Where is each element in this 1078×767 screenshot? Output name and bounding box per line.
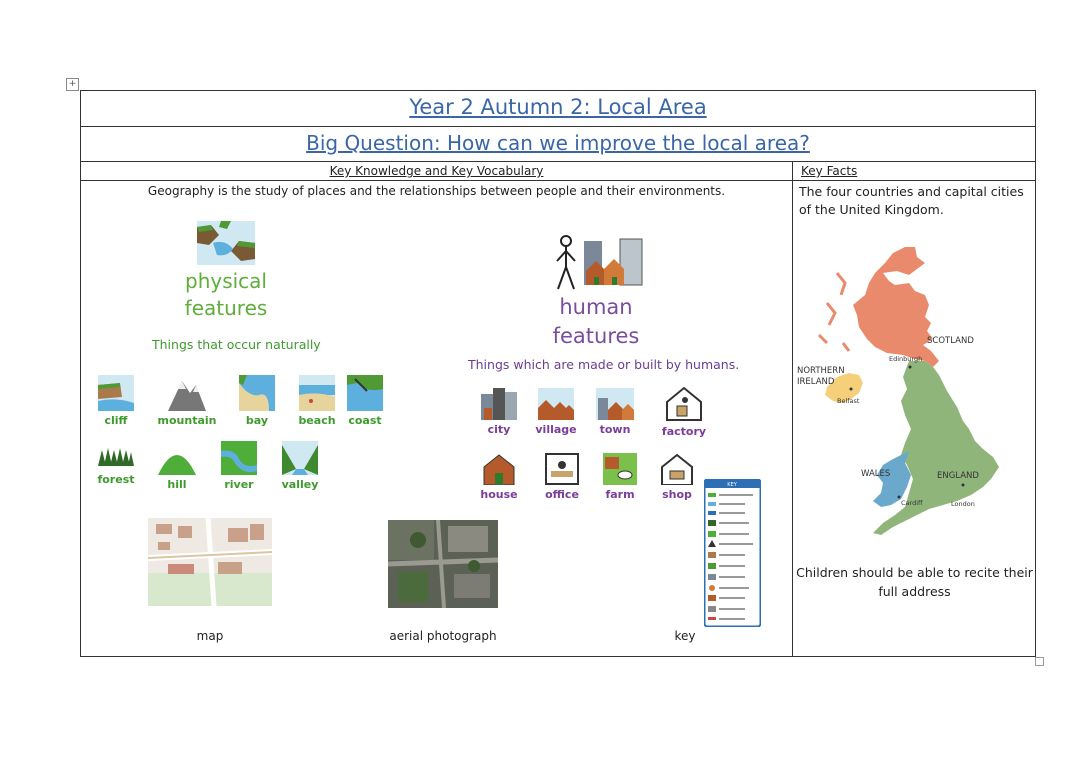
coast-label: coast xyxy=(348,414,382,427)
key-facts-cell xyxy=(793,181,1036,657)
map-caption: map xyxy=(196,629,224,643)
vocab-shop xyxy=(647,453,707,501)
belfast-label: Belfast xyxy=(837,397,860,405)
mountain-label: mountain xyxy=(157,414,217,427)
vocab-bay xyxy=(227,375,287,427)
key-facts-header: Key Facts xyxy=(793,162,1036,181)
physical-subtitle: Things that occur naturally xyxy=(152,337,321,352)
address-line2: full address xyxy=(878,584,951,599)
vocab-city xyxy=(469,388,529,436)
england-label: ENGLAND xyxy=(937,471,979,481)
vocab-office xyxy=(532,453,592,501)
vocab-village xyxy=(526,388,586,436)
factory-icon xyxy=(665,386,703,422)
village-label: village xyxy=(535,423,577,436)
vocab-mountain xyxy=(157,375,217,427)
big-question: Big Question: How can we improve the local area? xyxy=(306,131,810,155)
human-subtitle: Things which are made or built by humans. xyxy=(468,357,740,372)
vocab-coast xyxy=(335,375,395,427)
bay-icon xyxy=(239,375,275,411)
human-features-title xyxy=(536,293,656,351)
knowledge-organiser-table xyxy=(80,90,1036,657)
valley-label: valley xyxy=(281,478,319,491)
key-heading: KEY xyxy=(727,482,737,488)
river-icon xyxy=(221,441,257,475)
physical-features-icon xyxy=(197,221,255,269)
scotland-region xyxy=(853,247,939,367)
title-cell xyxy=(81,91,1036,127)
hill-icon xyxy=(158,441,196,475)
key-knowledge-cell xyxy=(81,181,793,657)
office-icon xyxy=(545,453,579,485)
town-icon xyxy=(596,388,634,420)
vocab-hill xyxy=(147,441,207,491)
vocab-house xyxy=(469,453,529,501)
beach-icon xyxy=(299,375,335,411)
factory-label: factory xyxy=(661,425,707,438)
human-title-line2: features xyxy=(552,324,640,348)
city-icon xyxy=(481,388,517,420)
countries-text: The four countries and capital cities of the United Kingdom. xyxy=(799,184,1024,217)
forest-label: forest xyxy=(97,473,135,486)
shop-icon xyxy=(660,453,694,485)
physical-features-title xyxy=(166,268,286,322)
house-icon xyxy=(482,453,516,485)
vocab-forest xyxy=(86,446,146,486)
key-knowledge-header: Key Knowledge and Key Vocabulary xyxy=(81,162,793,181)
intro-text: Geography is the study of places and the relationships between people and their environments. xyxy=(147,184,726,198)
mountain-icon xyxy=(168,375,206,411)
key-caption: key xyxy=(674,629,696,643)
beach-label: beach xyxy=(298,414,336,427)
aerial-photograph-image xyxy=(388,520,498,612)
farm-icon xyxy=(603,453,637,485)
scotland-label: SCOTLAND xyxy=(927,336,974,346)
forest-icon xyxy=(98,446,134,470)
table-resize-handle[interactable] xyxy=(1035,657,1044,666)
map-image xyxy=(148,518,272,610)
page-title: Year 2 Autumn 2: Local Area xyxy=(409,95,707,119)
house-label: house xyxy=(480,488,518,501)
farm-label: farm xyxy=(605,488,635,501)
cliff-label: cliff xyxy=(104,414,128,427)
hill-label: hill xyxy=(167,478,187,491)
table-move-handle[interactable]: + xyxy=(66,78,79,91)
edinburgh-label: Edinburgh xyxy=(889,355,923,363)
vocab-valley xyxy=(270,441,330,491)
map-key-legend xyxy=(704,479,761,631)
uk-map xyxy=(797,243,1029,565)
town-label: town xyxy=(599,423,631,436)
valley-icon xyxy=(282,441,318,475)
river-label: river xyxy=(224,478,254,491)
physical-title-line2: features xyxy=(184,296,268,320)
physical-title-line1: physical xyxy=(185,269,267,293)
vocab-cliff xyxy=(86,375,146,427)
aerial-photograph-caption: aerial photograph xyxy=(389,629,497,643)
vocab-river xyxy=(209,441,269,491)
office-label: office xyxy=(545,488,579,501)
cliff-icon xyxy=(98,375,134,411)
coast-icon xyxy=(347,375,383,411)
northern-ireland-label-line1: NORTHERN xyxy=(797,366,845,376)
big-question-cell xyxy=(81,127,1036,162)
vocab-farm xyxy=(590,453,650,501)
vocab-town xyxy=(585,388,645,436)
northern-ireland-label-line2: IRELAND xyxy=(797,377,835,387)
village-icon xyxy=(538,388,574,420)
address-text xyxy=(793,563,1036,601)
address-line1: Children should be able to recite their xyxy=(796,565,1033,580)
human-features-icon xyxy=(554,235,644,297)
human-title-line1: human xyxy=(559,295,633,319)
bay-label: bay xyxy=(245,414,269,427)
wales-label: WALES xyxy=(861,469,891,479)
england-region xyxy=(873,361,999,535)
london-label: London xyxy=(951,500,975,508)
cardiff-label: Cardiff xyxy=(901,499,923,507)
shop-label: shop xyxy=(662,488,692,501)
vocab-factory xyxy=(654,386,714,438)
city-label: city xyxy=(487,423,511,436)
